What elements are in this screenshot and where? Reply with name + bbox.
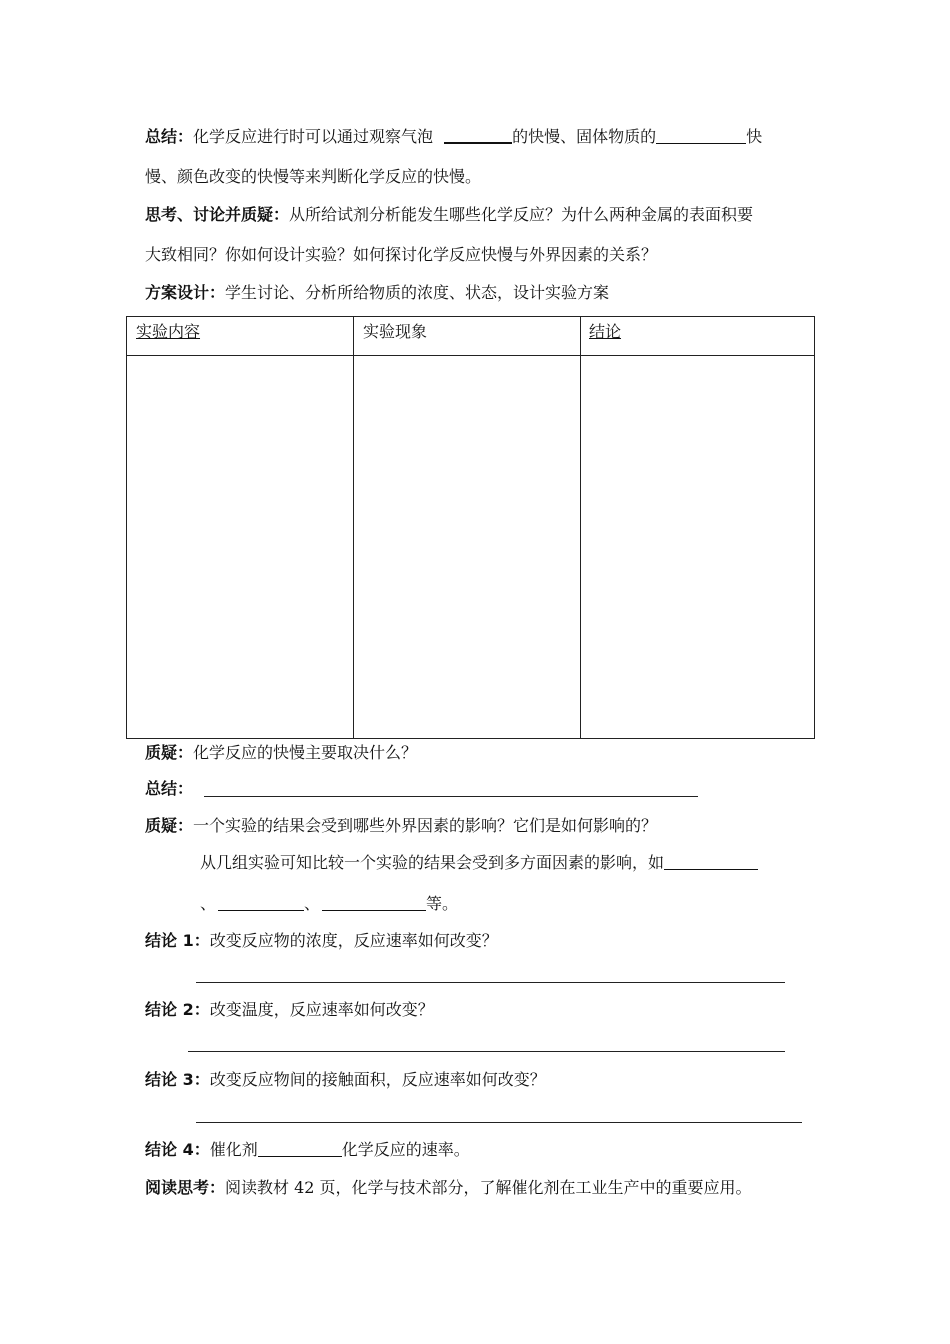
conclusion2-paragraph <box>145 999 434 1021</box>
question2-line2 <box>200 852 758 874</box>
answer-line[interactable] <box>196 1122 802 1123</box>
question2-text: 从几组实验可知比较一个实验的结果会受到多方面因素的影响，如 <box>200 853 665 872</box>
question1-paragraph <box>145 742 417 764</box>
summary-label: 总结： <box>145 127 194 146</box>
table-header-conclusion: 结论 <box>589 322 622 341</box>
discussion-label: 思考、讨论并质疑： <box>145 205 290 224</box>
summary-paragraph <box>145 126 762 148</box>
plan-text: 学生讨论、分析所给物质的浓度、状态，设计实验方案 <box>225 283 610 302</box>
question2-text: 等。 <box>426 894 459 913</box>
conclusion3-label: 结论 3： <box>145 1070 210 1089</box>
conclusion3-paragraph <box>145 1069 546 1091</box>
discussion-paragraph <box>145 204 753 226</box>
summary-text: 慢、颜色改变的快慢等来判断化学反应的快慢。 <box>145 167 482 186</box>
conclusion1-text: 改变反应物的浓度，反应速率如何改变？ <box>209 931 498 950</box>
summary2-paragraph <box>145 778 193 800</box>
question1-label: 质疑： <box>145 743 194 762</box>
table-cell-phenomenon[interactable] <box>354 356 580 738</box>
summary-text: 化学反应进行时可以通过观察气泡 <box>193 127 434 146</box>
fill-blank[interactable] <box>322 894 426 911</box>
conclusion4-paragraph <box>145 1139 470 1161</box>
summary-text: 快 <box>746 127 763 146</box>
fill-blank[interactable] <box>664 853 758 870</box>
plan-paragraph <box>145 282 609 304</box>
fill-blank[interactable] <box>444 126 512 144</box>
conclusion4-text: 化学反应的速率。 <box>341 1140 470 1159</box>
conclusion3-text: 改变反应物间的接触面积，反应速率如何改变？ <box>209 1070 546 1089</box>
question2-text: 一个实验的结果会受到哪些外界因素的影响？它们是如何影响的？ <box>193 816 658 835</box>
question2-label: 质疑： <box>145 816 194 835</box>
conclusion1-paragraph <box>145 930 498 952</box>
discussion-text: 大致相同？你如何设计实验？如何探讨化学反应快慢与外界因素的关系？ <box>145 245 658 264</box>
question2-paragraph <box>145 815 657 837</box>
table-header-content: 实验内容 <box>136 322 201 341</box>
experiment-table <box>126 316 815 739</box>
separator: 、 <box>304 894 321 913</box>
reading-paragraph <box>145 1177 752 1199</box>
conclusion1-label: 结论 1： <box>145 931 210 950</box>
discussion-text: 从所给试剂分析能发生哪些化学反应？为什么两种金属的表面积要 <box>289 205 754 224</box>
fill-blank[interactable] <box>258 1140 342 1157</box>
summary2-label: 总结： <box>145 779 194 798</box>
conclusion2-label: 结论 2： <box>145 1000 210 1019</box>
answer-line[interactable] <box>204 796 698 797</box>
conclusion4-label: 结论 4： <box>145 1140 210 1159</box>
summary-paragraph-cont <box>145 166 481 188</box>
answer-line[interactable] <box>188 1051 785 1052</box>
answer-line[interactable] <box>196 982 785 983</box>
plan-label: 方案设计： <box>145 283 226 302</box>
table-cell-conclusion[interactable] <box>581 356 814 738</box>
fill-blank[interactable] <box>218 894 304 911</box>
conclusion4-text: 催化剂 <box>209 1140 258 1159</box>
reading-label: 阅读思考： <box>145 1178 226 1197</box>
separator: 、 <box>200 894 217 913</box>
table-cell-content[interactable] <box>127 356 353 738</box>
summary-text: 的快慢、固体物质的 <box>512 127 657 146</box>
fill-blank[interactable] <box>656 127 746 144</box>
table-header-phenomenon: 实验现象 <box>363 322 428 341</box>
conclusion2-text: 改变温度，反应速率如何改变？ <box>209 1000 434 1019</box>
discussion-paragraph-cont <box>145 244 657 266</box>
question1-text: 化学反应的快慢主要取决什么？ <box>193 743 418 762</box>
question2-line3 <box>200 893 458 915</box>
reading-text: 阅读教材 42 页，化学与技术部分，了解催化剂在工业生产中的重要应用。 <box>225 1178 752 1197</box>
